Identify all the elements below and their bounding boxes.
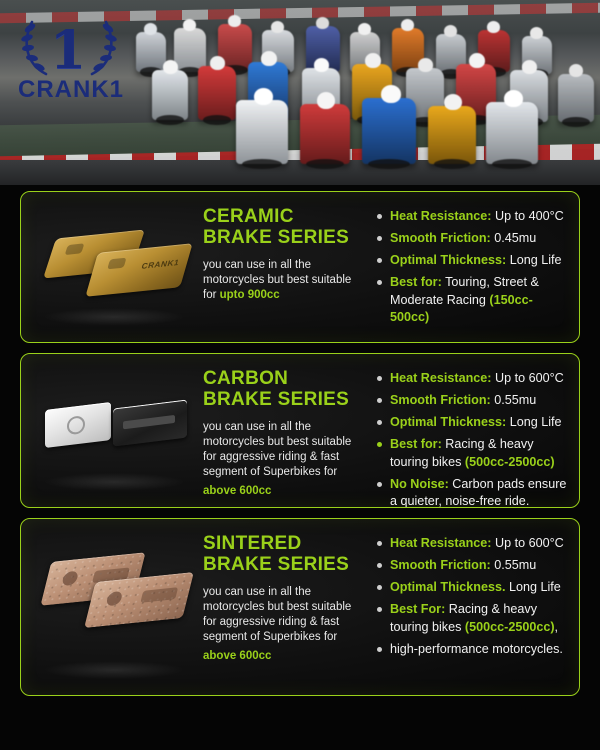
sintered-brake-pad-image (21, 519, 203, 695)
blurb-text: you can use in all the motorcycles but best suitable for aggressive riding & fast segment of Superbikes for (203, 420, 352, 479)
spec-value: Long Life (508, 580, 561, 595)
pad-illustration (21, 192, 203, 342)
blurb-text: you can use in all the motorcycles but best suitable for (203, 258, 352, 302)
spec-item (377, 208, 569, 225)
helmet-icon (183, 19, 196, 31)
rider (236, 100, 288, 164)
ceramic-text-column (203, 192, 363, 342)
helmet-icon (444, 94, 462, 110)
spec-highlight: (500cc-2500cc) (464, 454, 555, 469)
helmet-icon (381, 85, 401, 103)
spec-label: Best for: (390, 437, 442, 452)
rider (152, 70, 188, 120)
pad-notch (65, 243, 85, 255)
helmet-icon (504, 90, 523, 107)
spec-highlight: (500cc-2500cc) (464, 619, 555, 634)
ceramic-blurb (203, 258, 357, 304)
title-line-2: BRAKE SERIES (203, 389, 350, 411)
logo-wordmark: CRANK1 (18, 76, 125, 103)
carbon-text-column (203, 354, 363, 507)
logo-number: 1 (50, 20, 87, 81)
spec-value: 0.45mu (494, 231, 537, 246)
helmet-icon (522, 60, 537, 74)
title-line-1: CERAMIC (203, 206, 294, 227)
spec-value: Long Life (509, 415, 562, 430)
spec-value: Long Life (509, 253, 562, 268)
spec-item (377, 535, 569, 552)
spec-value: 0.55mu (494, 558, 537, 573)
ceramic-brake-pad-image (21, 192, 203, 342)
title-line-1: SINTERED (203, 533, 302, 554)
carbon-specs (363, 354, 579, 507)
spec-item (377, 557, 569, 574)
rider (136, 32, 166, 72)
title-line-1: CARBON (203, 368, 289, 389)
blurb-highlight: upto 900cc (219, 289, 280, 302)
spec-value: Racing & heavy touring bikes (390, 437, 534, 469)
spec-label: Optimal Thickness: (390, 253, 507, 268)
spec-item (377, 601, 569, 635)
spec-label: Heat Resistance: (390, 371, 492, 385)
helmet-icon (569, 64, 583, 77)
helmet-icon (210, 56, 225, 70)
rider (362, 98, 416, 164)
spec-value: Up to 600°C (495, 371, 564, 385)
spec-list (377, 370, 569, 508)
spec-value: 0.55mu (494, 393, 537, 408)
helmet-icon (358, 23, 371, 35)
title-line-2: BRAKE SERIES (203, 554, 350, 576)
sintered-title (203, 533, 357, 576)
helmet-icon (469, 53, 485, 68)
spec-value: Up to 600°C (495, 536, 564, 550)
spec-value: Touring, Street & Moderate Racing (390, 275, 539, 307)
helmet-icon (401, 19, 414, 31)
helmet-icon (418, 58, 433, 72)
pad-reflection (43, 661, 185, 679)
pad-illustration (21, 519, 203, 695)
pad-brand-stamp: CRANK1 (140, 258, 181, 271)
helmet-icon (261, 51, 277, 66)
spec-item (377, 230, 569, 247)
pad-ring-mark (67, 415, 85, 435)
ceramic-title (203, 206, 357, 249)
spec-label: Best For: (390, 602, 446, 617)
spec-label: Heat Resistance: (390, 209, 492, 223)
pad-reflection (43, 308, 185, 326)
spec-list (377, 208, 569, 326)
helmet-icon (317, 92, 335, 109)
spec-label: Smooth Friction: (390, 231, 491, 246)
sintered-specs (363, 519, 579, 695)
spec-item (377, 579, 569, 596)
helmet-icon (444, 25, 457, 37)
spec-item (377, 436, 569, 470)
rider (558, 74, 594, 122)
pad-friction-bar (123, 415, 175, 429)
spec-value: Carbon pads ensure a quieter, noise-free ride. (390, 476, 567, 508)
carbon-title (203, 368, 357, 411)
brake-pad-dark (113, 399, 187, 446)
helmet-icon (365, 53, 381, 68)
spec-value: Racing & heavy touring bikes (390, 602, 537, 634)
helmet-icon (271, 21, 284, 33)
rider-pack (130, 18, 600, 158)
pad-notch (107, 258, 126, 270)
product-card-sintered[interactable] (20, 518, 580, 696)
pad-illustration (21, 354, 203, 507)
spec-item (377, 476, 569, 508)
blurb-highlight: above 600cc (203, 649, 272, 662)
carbon-blurb (203, 420, 357, 499)
product-card-list (0, 185, 600, 706)
spec-value: high-performance motorcycles. (390, 641, 563, 656)
sintered-text-column (203, 519, 363, 695)
hero-banner (0, 0, 600, 185)
brake-pad-white (45, 402, 111, 448)
ceramic-specs (363, 192, 579, 342)
helmet-icon (144, 23, 157, 35)
helmet-icon (228, 15, 241, 27)
rider (486, 102, 538, 164)
helmet-icon (316, 17, 329, 29)
sintered-blurb (203, 585, 357, 664)
spec-suffix: , (554, 619, 559, 634)
title-line-2: BRAKE SERIES (203, 227, 350, 249)
spec-item (377, 252, 569, 269)
product-card-carbon[interactable] (20, 353, 580, 508)
spec-label: Optimal Thickness: (390, 415, 507, 430)
blurb-text: you can use in all the motorcycles but best suitable for aggressive riding & fast segment of Superbikes for (203, 585, 352, 644)
spec-label: Smooth Friction: (390, 558, 491, 573)
spec-item (377, 370, 569, 387)
spec-item (377, 392, 569, 409)
carbon-brake-pad-image (21, 354, 203, 507)
brand-logo (10, 14, 130, 104)
spec-label: Best for: (390, 275, 442, 290)
spec-list (377, 535, 569, 658)
blurb-highlight: above 600cc (203, 484, 272, 497)
pad-reflection (43, 473, 185, 491)
rider (428, 106, 476, 164)
rider (198, 66, 236, 120)
helmet-icon (163, 60, 178, 74)
spec-item (377, 274, 569, 325)
spec-label: Optimal Thickness. (390, 580, 506, 595)
spec-label: No Noise: (390, 476, 449, 491)
helmet-icon (530, 27, 543, 39)
spec-value: Up to 400°C (495, 209, 564, 223)
spec-label: Smooth Friction: (390, 393, 491, 408)
helmet-icon (487, 21, 500, 33)
helmet-icon (254, 88, 273, 105)
spec-label: Heat Resistance: (390, 536, 492, 550)
rider (300, 104, 350, 164)
spec-highlight: (150cc-500cc) (390, 292, 533, 324)
helmet-icon (314, 58, 329, 72)
spec-item (377, 641, 569, 658)
spec-item (377, 414, 569, 431)
product-card-ceramic[interactable] (20, 191, 580, 343)
